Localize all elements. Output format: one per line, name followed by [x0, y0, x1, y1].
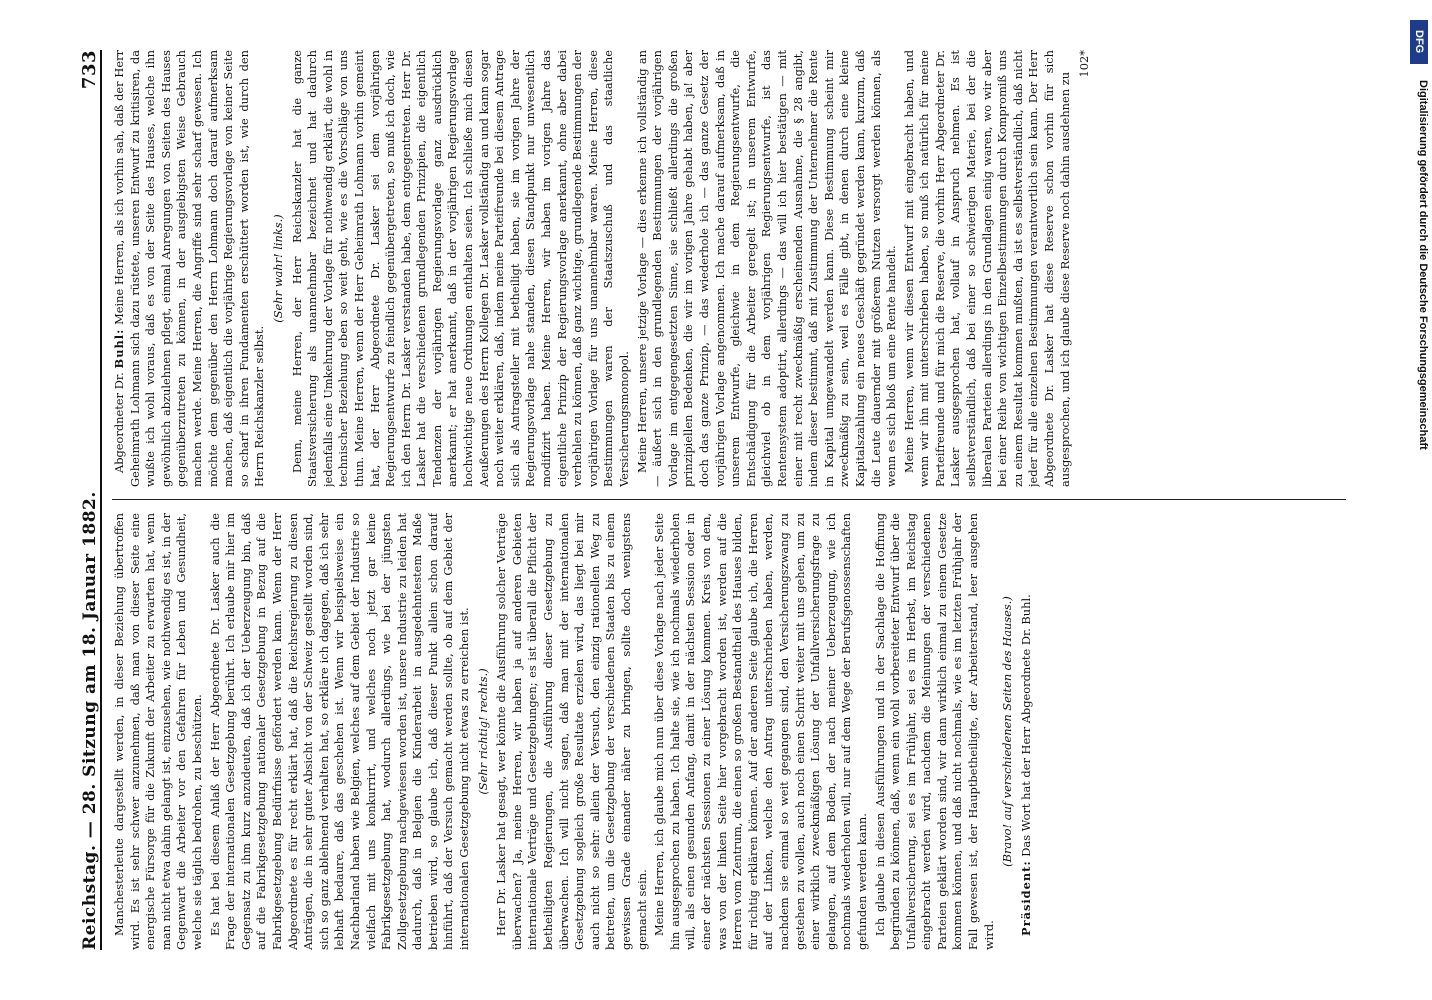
dfg-credit-strip	[1407, 20, 1429, 980]
text-columns	[112, 50, 1346, 950]
right-column	[112, 50, 1346, 487]
paragraph: Manchesterleute dargestellt werden, in dieser Beziehung übertroffen wird. Es ist sehr schwer anzunehmen, daß man von dieser Seite eine energische Fürsorge für die Zukunft der Arbeiter zu erwarten hat, wenn man nicht etwa dahin gelangt ist, einzusehen, wie nothwendig es ist, in der Gegenwart die Arbeiter vor den Gefahren für Leben und Gesundheit, welche sie täglich bedrohen, zu beschützen.	[112, 513, 204, 950]
paragraph: Meine Herren, unsere jetzige Vorlage — dies erkenne ich vollständig an — äußert sich in den grundlegenden Bestimmungen der vorjährigen Vorlage im entgegengesetzten Sinne, sie schließt allerdings die großen prinzipiellen Bedenken, die wir im vorigen Jahre gehabt haben, ja! aber doch das ganze Prinzip, — das wiederhole ich — das ganze Gesetz der vorjährigen Vorlage angenommen. Ich mache darauf aufmerksam, daß in unserem Entwurfe, gleichwie in dem Regierungsentwurfe, die Entschädigung für die Arbeiter geregelt ist; in unserem Entwurfe, gleichviel ob in dem vorjährigen Regierungsentwurfe, ist das Rentensystem adoptirt, allerdings — das will ich hier bestätigen — mit einer mit recht zweckmäßig erscheinenden Ausnahme, die § 28 angibt, indem dieser bestimmt, daß mit Zustimmung der Unternehmer die Rente in Kapital umgewandelt werden kann. Diese Bestimmung scheint mir zweckmäßig zu sein, weil es Fälle gibt, in denen durch eine kleine Kapitalszahlung ein neues Geschäft gegründet werden kann, kurzum, daß die Leute dauernder mit größerem Nutzen versorgt werden können, als wenn es sich bloß um eine Rente handelt.	[634, 50, 899, 487]
speech-text: Das Wort hat der Herr Abgeordnete Dr. Buhl.	[1018, 594, 1033, 861]
speaker-name: Buhl:	[112, 328, 126, 369]
paragraph: Meine Herren, wenn wir diesen Entwurf mit eingebracht haben, und wenn wir ihn mit unterschrieben haben, so muß ich natürlich für meine Parteifreunde und für mich die Reserve, die vorhin Herr Abgeordneter Dr. Lasker ausgesprochen hat, vollauf in Anspruch nehmen. Es ist selbstverständlich, daß bei einer so schwierigen Materie, bei der die liberalen Parteien allerdings in den Grundlagen einig waren, wo wir aber bei einer Reihe von wichtigen Einzelbestimmungen durch Kompromiß uns zu einem Resultat kommen mußten, da ist es selbstverständlich, daß nicht jeder für alle einzelnen Bestimmungen verantwortlich sein kann. Der Herr Abgeordnete Dr. Lasker hat diese Reserve schon vorhin für sich ausgesprochen, und ich glaube diese Reserve noch dahin ausdehnen zu	[901, 50, 1072, 487]
page-number: 733	[79, 50, 100, 90]
paragraph: Meine Herren, ich glaube mich nun über diese Vorlage nach jeder Seite hin ausgesprochen zu haben. Ich halte sie, wie ich nochmals wiederholen will, als einen gesunden Anfang, damit in der nächsten Session oder in einer der nächsten Sessionen zu einer Lösung kommen. Kreis von dem, was von der linken Seite hier vorgebracht worden ist, werden auf die Herren vom Zentrum, die einen so großen Bestandtheil des Hauses bilden, für richtig erklären können. Auf der anderen Seite glaube ich, die Herren auf der Linken, welche den Antrag unterschrieben haben, werden, nachdem sie einmal so weit gegangen sind, den Versicherungszwang zu gestehen zu wollen, auch noch einen Schritt weiter mit uns gehen, um zu einer wirklich zweckmäßigen Lösung der Unfallversicherungsfrage zu gelangen, auf dem Boden, der nach meiner Ueberzeugung, wie ich nochmals wiederholen will, nur auf dem Wege der Berufsgenossenschaften gefunden werden kann.	[652, 513, 869, 950]
paragraph: Ich glaube in diesen Ausführungen und in der Sachlage die Hoffnung begründen zu können, daß, wenn ein wohl vorbereiteter Entwurf über die Unfallversicherung, sei es im Frühjahr, sei es im Herbst, im Reichstag eingebracht werden wird, nachdem die Meinungen der verschiedenen Parteien geklärt worden sind, wir dann wirklich einmal zu einem Gesetze kommen können, und daß nicht nochmals, wie es im letzten Frühjahr der Fall gewesen ist, der Hauptbetheiligte, der Arbeiterstand, leer ausgehen wird.	[872, 513, 996, 950]
stage-direction: (Bravo! auf verschiedenen Seiten des Hauses.)	[1000, 596, 1015, 867]
sheet-signature: 102*	[1077, 50, 1092, 78]
dfg-credit-text: Digitalisierung gefördert durch die Deutsche Forschungsgemeinschaft	[1417, 80, 1429, 450]
left-column	[112, 513, 1346, 950]
page-header	[70, 50, 102, 950]
paragraph: Denn, meine Herren, der Herr Reichskanzler hat die ganze Staatsversicherung als unannehmbar bezeichnet und hat dadurch jedenfalls eine Umkehrung der Vorlage für nothwendig erklärt, die wohl in technischer Beziehung eben so weit geht, wie es die Vorschläge von uns thun. Meine Herren, wenn der Herr Geheimrath Lohmann vorhin gemeint hat, der Herr Abgeordnete Dr. Lasker sei dem vorjährigen Regierungsentwurfe zu feindlich gegenübergetreten, so muß ich doch, wie ich den Herrn Dr. Lasker verstanden habe, dem entgegentreten. Herr Dr. Lasker hat die verschiedenen grundlegenden Prinzipien, die eigentlich Tendenzen der vorjährigen Regierungsvorlage ganz ausdrücklich anerkannt; er hat anerkannt, daß in der vorjährigen Regierungsvorlage hochwichtige neue Ordnungen enthalten seien. Ich schließe mich diesen Aeußerungen des Herrn Kollegen Dr. Lasker vollständig an und kann sogar noch weiter erklären, daß, indem meine Parteifreunde bei diesem Antrage sich als Antragsteller mit betheiligt haben, sie im vorigen Jahre der Regierungsvorlage nahe standen, diesen Standpunkt nur unwesentlich modifizirt haben. Meine Herren, wir haben im vorigen Jahre das eigentliche Prinzip der Regierungsvorlage anerkannt, ohne aber dabei verhehlen zu können, daß ganz wichtige, grundlegende Bestimmungen der vorjährigen Vorlage für uns unannehmbar waren. Meine Herren, diese Bestimmungen waren der Staatszuschuß und das staatliche Versicherungsmonopol.	[289, 50, 631, 487]
speaker-prefix: Abgeordneter Dr.	[112, 368, 126, 473]
speaker-name: Präsident:	[1018, 860, 1033, 936]
page-title: Reichstag. — 28. Sitzung am 18. Januar 1882.	[80, 491, 100, 950]
paragraph	[1019, 513, 1035, 950]
speech-text: Meine Herren, als ich vorhin sah, daß der Herr Geheimrath Lohmann sich dazu rüstete, unseren Entwurf zu kritisiren, da wußte ich wohl voraus, daß es von der Seite des Hauses, welche ihn gewöhnlich abzulehnen pflegt, einmal Anregungen von Seiten des Hauses gegenüberzutreten zu können, in der ausgiebigsten Weise Gebrauch machen werde. Meine Herren, die Angriffe sind sehr scharf gewesen. Ich möchte dem gegenüber den Herrn Lohmann doch darauf aufmerksam machen, daß eigentlich die vorjährige Regierungsvorlage von keiner Seite so scharf in ihren Fundamenten erschüttert worden ist, wie durch den Herrn Reichskanzler selbst.	[112, 50, 267, 487]
stage-direction: (Sehr wahr! links.)	[270, 214, 285, 323]
column-divider	[112, 499, 1346, 500]
stage-direction: (Sehr richtig! rechts.)	[475, 668, 490, 795]
paragraph	[112, 50, 268, 487]
document-page	[46, 20, 1386, 980]
dfg-logo: DFG	[1410, 20, 1428, 64]
paragraph: Herr Dr. Lasker hat gesagt, wer könnte die Ausführung solcher Verträge überwachen? Ja, meine Herren, wir haben ja auf anderen Gebieten internationale Verträge und Gesetzgebungen; es ist überall die Pflicht der betheiligten Regierungen, die Ausführung dieser Gesetzgebung zu überwachen. Ich will nicht sagen, daß man mit der internationalen Gesetzgebung sogleich große Resultate erzielen wird, das liegt bei mir auch nicht so sehr: allein der Versuch, den einzig rationellen Weg zu betreten, um die Gesetzgebung der verschiedenen Staaten bis zu einem gewissen Grade einander näher zu bringen, sollte doch wenigstens gemacht sein.	[494, 513, 649, 950]
paragraph: Es hat bei diesem Anlaß der Herr Abgeordnete Dr. Lasker auch die Frage der internationalen Gesetzgebung berührt. Ich erlaube mir hier im Gegensatz zu ihm kurz anzudeuten, daß ich der Ueberzeugung bin, daß auf die Fabrikgesetzgebung nationaler Gesetzgebung in Bezug auf die Fabrikgesetzgebung Bedürfnisse gefördert werden kann. Wenn der Herr Abgeordnete es für recht erklärt hat, daß die Reichsregierung zu diesen Anträgen, die in sehr guter Absicht von der Schweiz gestellt worden sind, sich so ganz ablehnend verhalten hat, so erkläre ich dagegen, daß ich sehr lebhaft bedaure, daß das geschehen ist. Wenn wir beispielsweise ein Nachbarland haben wie Belgien, welches auf dem Gebiet der Industrie so vielfach mit uns konkurrirt, und welches noch jetzt gar keine Fabrikgesetzgebung hat, wodurch allerdings, wie bei der jüngsten Zollgesetzgebung nachgewiesen worden ist, unsere Industrie zu leiden hat dadurch, daß in Belgien die Kinderarbeit in ausgedehntestem Maße betrieben wird, so glaube ich, daß dieser Punkt allein schon darauf hinführt, daß der Versuch gemacht werden sollte, ob auf dem Gebiet der internationalen Gesetzgebung nicht etwas zu erreichen ist.	[207, 513, 472, 950]
